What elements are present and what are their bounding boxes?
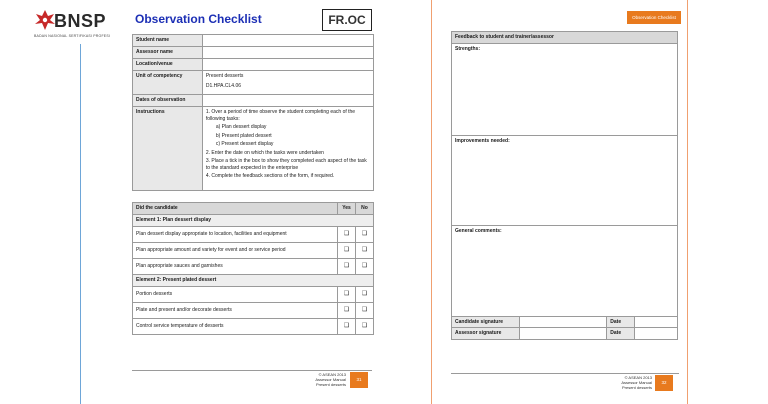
candidate-date-field[interactable] [635, 316, 678, 328]
instruction-3: 3. Place a tick in the box to show they completed each aspect of the task to the standard expected in the enterprise [205, 158, 367, 171]
assessor-date-field[interactable] [635, 328, 678, 340]
unit-name: Present desserts [205, 73, 244, 79]
instructions-label: Instructions [133, 107, 203, 191]
no-checkbox[interactable]: ❑ [356, 303, 374, 319]
candidate-signature-label: Candidate signature [452, 316, 520, 328]
manual-name: Assessor Manual [315, 377, 346, 382]
checklist-header: Did the candidate [133, 203, 338, 215]
left-page-margin-line [80, 44, 81, 404]
unit-name: Present desserts [621, 385, 652, 390]
feedback-table [451, 31, 678, 340]
page-number-badge: 31 [350, 372, 368, 388]
yes-checkbox[interactable]: ❑ [338, 243, 356, 259]
no-checkbox[interactable]: ❑ [356, 243, 374, 259]
unit-value [202, 71, 373, 95]
improvements-label: Improvements needed: [455, 137, 510, 144]
checklist-item: Plate and present and/or decorate desserts [133, 303, 338, 319]
left-footer-text [276, 372, 346, 387]
no-checkbox[interactable]: ❑ [356, 259, 374, 275]
section-tag: Observation Checklist [627, 11, 681, 24]
unit-name: Present desserts [315, 382, 346, 387]
dates-field[interactable] [202, 95, 373, 107]
right-footer-text [580, 375, 652, 390]
no-checkbox[interactable]: ❑ [356, 227, 374, 243]
candidate-signature-field[interactable] [519, 316, 607, 328]
right-footer-rule [451, 373, 679, 374]
yes-checkbox[interactable]: ❑ [338, 259, 356, 275]
page-number-badge: 32 [655, 375, 673, 391]
checklist-item: Plan appropriate sauces and garnishes [133, 259, 338, 275]
yes-checkbox[interactable]: ❑ [338, 227, 356, 243]
page-title: Observation Checklist [135, 12, 262, 26]
no-header: No [356, 203, 374, 215]
left-page-right-edge [431, 0, 432, 404]
feedback-header: Feedback to student and trainer/assessor [452, 32, 678, 44]
instruction-1c: c) Present dessert display [215, 141, 274, 147]
yes-header: Yes [338, 203, 356, 215]
logo-subtitle: BADAN NASIONAL SERTIFIKASI PROFESI [34, 34, 111, 38]
student-name-field[interactable] [202, 35, 373, 47]
general-comments-box[interactable] [452, 225, 678, 316]
yes-checkbox[interactable]: ❑ [338, 319, 356, 335]
no-checkbox[interactable]: ❑ [356, 319, 374, 335]
garuda-emblem-icon [34, 8, 56, 32]
instruction-4: 4. Complete the feedback sections of the form, if required. [205, 173, 335, 179]
unit-label: Unit of competency [133, 71, 203, 95]
observation-checklist-table [132, 202, 374, 335]
checklist-item: Control service temperature of desserts [133, 319, 338, 335]
assessor-name-label: Assessor name [133, 47, 203, 59]
bnsp-logo [34, 8, 126, 44]
instructions-body [202, 107, 373, 191]
improvements-box[interactable] [452, 135, 678, 225]
checklist-item: Plan appropriate amount and variety for event and or service period [133, 243, 338, 259]
location-label: Location/venue [133, 59, 203, 71]
assessor-signature-field[interactable] [519, 328, 607, 340]
strengths-box[interactable] [452, 43, 678, 135]
date-label: Date [607, 316, 635, 328]
assessor-signature-label: Assessor signature [452, 328, 520, 340]
instruction-1a: a) Plan dessert display [215, 124, 267, 130]
element-1-heading: Element 1: Plan dessert display [133, 215, 374, 227]
strengths-label: Strengths: [455, 45, 480, 52]
form-code-box: FR.OC [322, 9, 372, 31]
element-2-heading: Element 2: Present plated dessert [133, 275, 374, 287]
general-comments-label: General comments: [455, 227, 502, 234]
instruction-1b: b) Present plated dessert [215, 132, 272, 139]
logo-text: BNSP [54, 11, 107, 31]
date-label: Date [607, 328, 635, 340]
candidate-info-table [132, 34, 374, 191]
manual-name: Assessor Manual [621, 380, 652, 385]
dates-label: Dates of observation [133, 95, 203, 107]
assessor-name-field[interactable] [202, 47, 373, 59]
copyright: © ASEAN 2013 [318, 372, 346, 377]
student-name-label: Student name [133, 35, 203, 47]
instruction-1: 1. Over a period of time observe the student completing each of the following tasks: [205, 109, 356, 122]
no-checkbox[interactable]: ❑ [356, 287, 374, 303]
checklist-item: Portion desserts [133, 287, 338, 303]
yes-checkbox[interactable]: ❑ [338, 287, 356, 303]
copyright: © ASEAN 2013 [624, 375, 652, 380]
checklist-item: Plan dessert display appropriate to location, facilities and equipment [133, 227, 338, 243]
yes-checkbox[interactable]: ❑ [338, 303, 356, 319]
left-footer-rule [132, 370, 372, 371]
unit-code: D1.HPA.CL4.06 [205, 82, 242, 89]
location-field[interactable] [202, 59, 373, 71]
instruction-2: 2. Enter the date on which the tasks were undertaken [205, 149, 324, 156]
right-page-right-edge [687, 0, 688, 404]
